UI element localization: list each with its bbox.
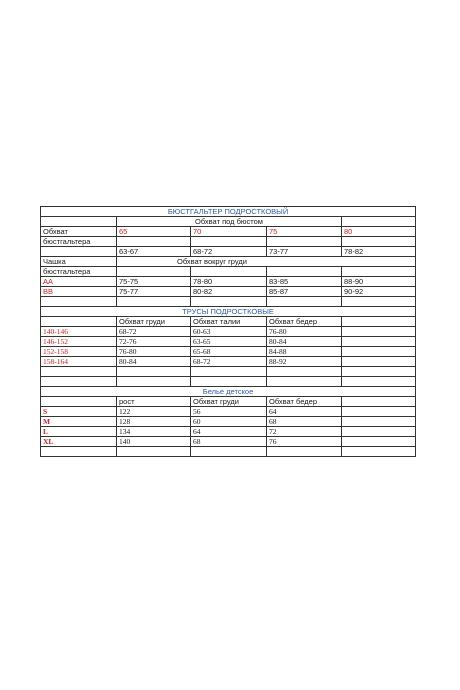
- bra-size-row-b: [41, 237, 416, 247]
- underbust-range: 73-77: [267, 247, 342, 257]
- cup-name: BB: [41, 287, 117, 297]
- table-cell: 68-72: [191, 357, 267, 367]
- bra-size: 80: [342, 227, 416, 237]
- table-cell: 84-88: [267, 347, 342, 357]
- table-cell: 63-65: [191, 337, 267, 347]
- kids-title-row: [41, 387, 416, 397]
- bust-range: 85-87: [267, 287, 342, 297]
- table-cell: 64: [191, 427, 267, 437]
- kids-row: [41, 407, 416, 417]
- table-cell: 134: [117, 427, 191, 437]
- cup-label: Чашка: [41, 257, 117, 267]
- kids-row: [41, 417, 416, 427]
- table-cell: 60: [191, 417, 267, 427]
- column-header: Обхват груди: [117, 317, 191, 327]
- kids-size: XL: [41, 437, 117, 447]
- panties-title-row: [41, 307, 416, 317]
- cup-label-cont: бюстгальтера: [41, 267, 117, 277]
- column-header: рост: [117, 397, 191, 407]
- size-chart-sheet: [40, 206, 415, 457]
- girth-label: Обхват: [41, 227, 117, 237]
- kids-row: [41, 437, 416, 447]
- size-chart-table: [40, 206, 416, 457]
- table-cell: 64: [267, 407, 342, 417]
- bust-range: 83-85: [267, 277, 342, 287]
- kids-size: S: [41, 407, 117, 417]
- cup-header-row-a: [41, 257, 416, 267]
- kids-title: Белье детское: [41, 387, 416, 397]
- bust-range: 80-82: [191, 287, 267, 297]
- underbust-header: Обхват под бюстом: [117, 217, 342, 227]
- table-cell: 122: [117, 407, 191, 417]
- bust-range: 75-77: [117, 287, 191, 297]
- table-cell: 80-84: [117, 357, 191, 367]
- panties-row: [41, 337, 416, 347]
- kids-row: [41, 427, 416, 437]
- cup-header-row-b: [41, 267, 416, 277]
- panties-header-row: [41, 317, 416, 327]
- underbust-range: 63-67: [117, 247, 191, 257]
- table-cell: 65-68: [191, 347, 267, 357]
- table-cell: 56: [191, 407, 267, 417]
- blank-row: [41, 377, 416, 387]
- underbust-range: 68-72: [191, 247, 267, 257]
- bra-size-row-a: [41, 227, 416, 237]
- kids-header-row: [41, 397, 416, 407]
- bust-range: 90-92: [342, 287, 416, 297]
- table-cell: 60-63: [191, 327, 267, 337]
- cup-row-aa: [41, 277, 416, 287]
- panties-row: [41, 347, 416, 357]
- column-header: Обхват талии: [191, 317, 267, 327]
- table-cell: 128: [117, 417, 191, 427]
- table-cell: 140: [117, 437, 191, 447]
- bra-size: 75: [267, 227, 342, 237]
- bra-title: БЮСТГАЛЬТЕР ПОДРОСТКОВЫЙ: [41, 207, 416, 217]
- column-header: Обхват бедер: [267, 317, 342, 327]
- bra-underbust-header-row: [41, 217, 416, 227]
- panties-size: 146-152: [41, 337, 117, 347]
- underbust-range-row: [41, 247, 416, 257]
- blank-row: [41, 297, 416, 307]
- bra-size: 70: [191, 227, 267, 237]
- blank-row: [41, 447, 416, 457]
- kids-size: L: [41, 427, 117, 437]
- bust-range: 78-80: [191, 277, 267, 287]
- girth-label-cont: бюстгальтера: [41, 237, 117, 247]
- panties-size: 152-158: [41, 347, 117, 357]
- panties-size: 140-146: [41, 327, 117, 337]
- panties-size: 158-164: [41, 357, 117, 367]
- panties-title: ТРУСЫ ПОДРОСТКОВЫЕ: [41, 307, 416, 317]
- panties-row: [41, 327, 416, 337]
- bra-title-row: [41, 207, 416, 217]
- kids-size: M: [41, 417, 117, 427]
- table-cell: 68-72: [117, 327, 191, 337]
- bust-range: 88-90: [342, 277, 416, 287]
- table-cell: 80-84: [267, 337, 342, 347]
- table-cell: 76-80: [267, 327, 342, 337]
- table-cell: 72: [267, 427, 342, 437]
- column-header: Обхват груди: [191, 397, 267, 407]
- table-cell: 76-80: [117, 347, 191, 357]
- underbust-range: 78-82: [342, 247, 416, 257]
- table-cell: 76: [267, 437, 342, 447]
- bust-header: Обхват вокруг груди: [117, 257, 416, 267]
- table-cell: 72-76: [117, 337, 191, 347]
- table-cell: 68: [191, 437, 267, 447]
- cup-row-bb: [41, 287, 416, 297]
- table-cell: 68: [267, 417, 342, 427]
- table-cell: 88-92: [267, 357, 342, 367]
- column-header: Обхват бедер: [267, 397, 342, 407]
- panties-row: [41, 357, 416, 367]
- bust-range: 75-75: [117, 277, 191, 287]
- blank-row: [41, 367, 416, 377]
- bra-size: 65: [117, 227, 191, 237]
- cup-name: AA: [41, 277, 117, 287]
